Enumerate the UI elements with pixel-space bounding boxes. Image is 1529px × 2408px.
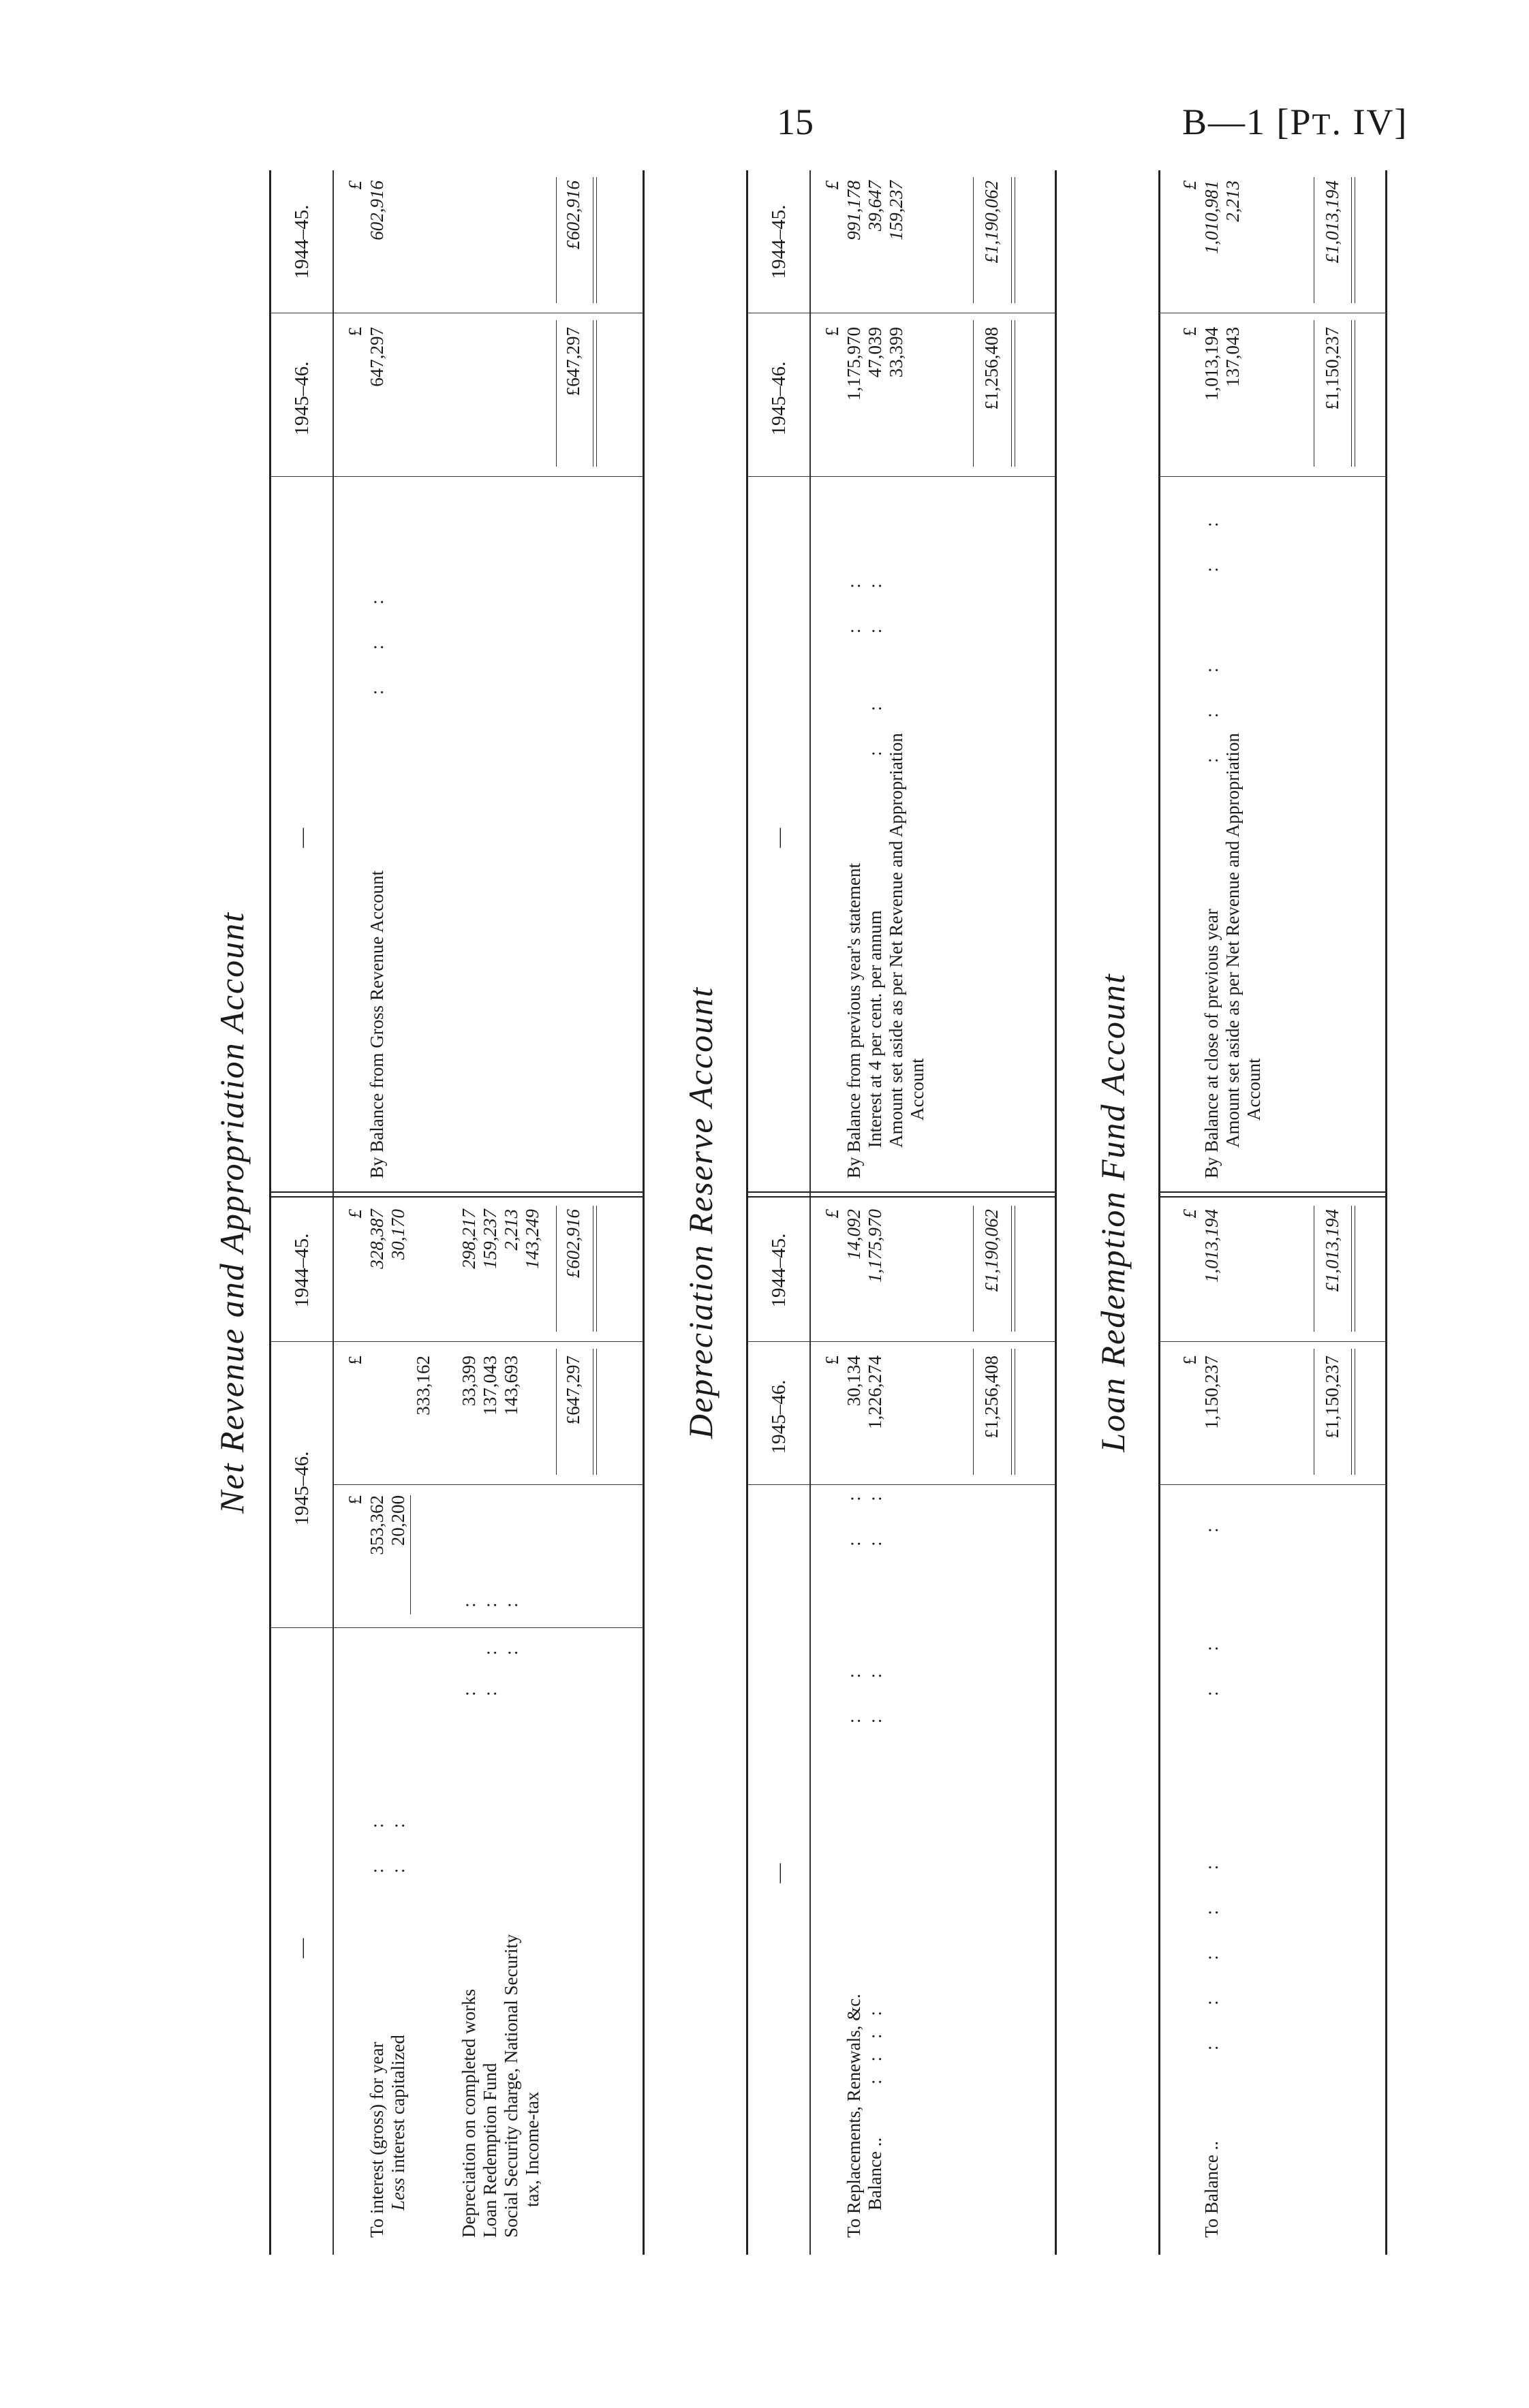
page-number: 15 [777, 101, 814, 142]
net-interest-1945: 333,162 [413, 1356, 433, 1416]
part-reference: B—1 [PT. IV] [1182, 101, 1408, 142]
pound-sign: £ [1179, 1356, 1200, 1365]
total-1945: £647,297 [563, 1356, 583, 1425]
less-capitalized-label: Less interest capitalized [388, 2035, 408, 2210]
net-revenue-table: — 1945–46. 1944–45. — 1945–46. 1944–45. To interest (gross) for year Less interest capitalized : : : : Depreciation on completed works Loan Redemption Fund Social Security charge, National Security tax, Income-tax : : : : : : : £ 353,362 20,200 £ 333,162 33,399 137,043 143,693 £647,297 £ 328,387 30,170 298,217 159,237 2,213 143,249 £602,916 By Balance from Gross Revenue Account : : : £ 647,297 £647,297 £ 602,916 £602,916 [269, 170, 645, 2255]
depreciation-title: Depreciation Reserve Account [681, 986, 720, 1439]
total-1945: £1,150,237 [1322, 1356, 1342, 1439]
pound-sign: £ [1179, 1209, 1200, 1219]
account-label: Account [907, 1058, 927, 1121]
pound-sign: £ [345, 181, 365, 190]
total-1944: £602,916 [563, 1209, 583, 1279]
balance-1944: 602,916 [367, 181, 387, 240]
pound-sign: £ [1179, 327, 1200, 337]
interest-label: Interest at 4 per cent. per annum [865, 910, 885, 1148]
balance-1945: 647,297 [367, 327, 387, 387]
header-dash-right: — [768, 828, 790, 848]
header-1944-45-right: 1944–45. [768, 204, 790, 279]
account-label: Account [1244, 1058, 1264, 1121]
interest-1945: 47,039 [865, 327, 885, 378]
replacements-label: To Replacements, Renewals, &c. [844, 1993, 864, 2238]
pound-sign: £ [345, 1495, 365, 1505]
depreciation-1944: 298,217 [459, 1209, 479, 1269]
total-1945: £1,256,408 [981, 1356, 1002, 1439]
depreciation-1945: 33,399 [459, 1356, 479, 1407]
depreciation-label: Depreciation on completed works [459, 1988, 479, 2238]
header-dash: — [291, 1938, 313, 1958]
pound-sign: £ [1179, 181, 1200, 190]
rotated-accounts [204, 170, 1390, 2255]
balance-1945: 1,150,237 [1201, 1356, 1222, 1429]
balance-gross-revenue-label: By Balance from Gross Revenue Account [367, 870, 387, 1178]
depreciation-table: — 1945–46. 1944–45. — 1945–46. 1944–45. To Replacements, Renewals, &c. Balance .. :::: : : : : : : : : £ 30,134 1,226,274 £1,256,408 £ 14,092 1,175,970 £1,190,062 By Balance from previous year's statement Interest at 4 per cent. per annum Amount set aside as per Net Revenue and Appropriation Account : : : : : : £ 1,175,970 47,039 33,399 £1,256,408 £ 991,178 39,647 159,237 £1,190,062 [746, 170, 1057, 2255]
pound-sign: £ [822, 327, 842, 337]
prev-balance-1944: 991,178 [844, 181, 864, 240]
replacements-1945: 30,134 [844, 1356, 864, 1407]
set-aside-1944: 159,237 [886, 181, 906, 240]
to-balance-label: To Balance .. [1201, 2140, 1222, 2238]
set-aside-1945: 137,043 [1222, 327, 1243, 387]
loan-redemption-table: To Balance .. : : : : : : : : £ 1,150,237 £1,150,237 £ 1,013,194 £1,013,194 By Balance at close of previous year Amount set aside as per Net Revenue and Appropriation Account : : : : : £ 1,013,194 137,043 £1,150,237 £ 1,010,981 2,213 £1,013,194 [1158, 170, 1387, 2255]
interest-1944: 39,647 [865, 181, 885, 232]
prev-balance-1944: 1,010,981 [1201, 181, 1222, 254]
gross-interest-1945: 353,362 [367, 1495, 387, 1555]
replacements-1944: 14,092 [844, 1209, 864, 1260]
balance-label: Balance .. [865, 2137, 885, 2210]
header-1945-46-right: 1945–46. [291, 361, 313, 436]
header-1944-45: 1944–45. [291, 1233, 313, 1308]
prev-balance-1945: 1,013,194 [1201, 327, 1222, 401]
amount-set-aside-label: Amount set aside as per Net Revenue and Appropriation [1222, 733, 1243, 1148]
credit-total-1944: £1,190,062 [981, 181, 1002, 264]
amount-set-aside-label: Amount set aside as per Net Revenue and Appropriation [886, 733, 906, 1148]
social-security-b-1944: 143,249 [522, 1209, 542, 1269]
interest-label: To interest (gross) for year [367, 2042, 387, 2238]
header-1945-46: 1945–46. [768, 1379, 790, 1454]
loan-redemption-1944: 159,237 [480, 1209, 500, 1269]
header-dash-right: — [291, 828, 313, 848]
net-revenue-title: Net Revenue and Appropriation Account [213, 911, 251, 1514]
balance-1944: 1,013,194 [1201, 1209, 1222, 1283]
loan-redemption-1945: 137,043 [480, 1356, 500, 1416]
credit-total-1945: £1,150,237 [1322, 327, 1342, 410]
header-1944-45-right: 1944–45. [291, 204, 313, 279]
pound-sign: £ [345, 1356, 365, 1365]
loan-redemption-label: Loan Redemption Fund [480, 2063, 500, 2238]
credit-total-1945: £647,297 [563, 327, 583, 396]
credit-total-1945: £1,256,408 [981, 327, 1002, 410]
loan-redemption-title: Loan Redemption Fund Account [1094, 973, 1132, 1452]
set-aside-1944: 2,213 [1222, 181, 1243, 222]
pound-sign: £ [345, 327, 365, 337]
header-1944-45: 1944–45. [768, 1233, 790, 1308]
pound-sign: £ [822, 181, 842, 190]
header-1945-46-right: 1945–46. [768, 361, 790, 436]
credit-total-1944: £602,916 [563, 181, 583, 250]
header-1945-46: 1945–46. [291, 1451, 313, 1526]
balance-1944: 1,175,970 [865, 1209, 885, 1283]
prev-balance-1945: 1,175,970 [844, 327, 864, 401]
interest-capitalized-1945: 20,200 [388, 1495, 408, 1546]
total-1944: £1,013,194 [1322, 1209, 1342, 1292]
pound-sign: £ [822, 1209, 842, 1219]
capitalized-1944: 30,170 [388, 1209, 408, 1260]
pound-sign: £ [345, 1209, 365, 1219]
balance-1945: 1,226,274 [865, 1356, 885, 1429]
interest-1944: 328,387 [367, 1209, 387, 1269]
pound-sign: £ [822, 1356, 842, 1365]
social-security-a-1944: 2,213 [501, 1209, 521, 1251]
header-dash: — [768, 1863, 790, 1883]
social-security-1945: 143,693 [501, 1356, 521, 1416]
total-1944: £1,190,062 [981, 1209, 1002, 1292]
prev-balance-label: By Balance from previous year's statement [844, 863, 864, 1178]
set-aside-1945: 33,399 [886, 327, 906, 378]
income-tax-label: tax, Income-tax [522, 2091, 542, 2207]
social-security-label: Social Security charge, National Security [501, 1934, 521, 2238]
close-prev-year-label: By Balance at close of previous year [1201, 909, 1222, 1178]
credit-total-1944: £1,013,194 [1322, 181, 1342, 264]
